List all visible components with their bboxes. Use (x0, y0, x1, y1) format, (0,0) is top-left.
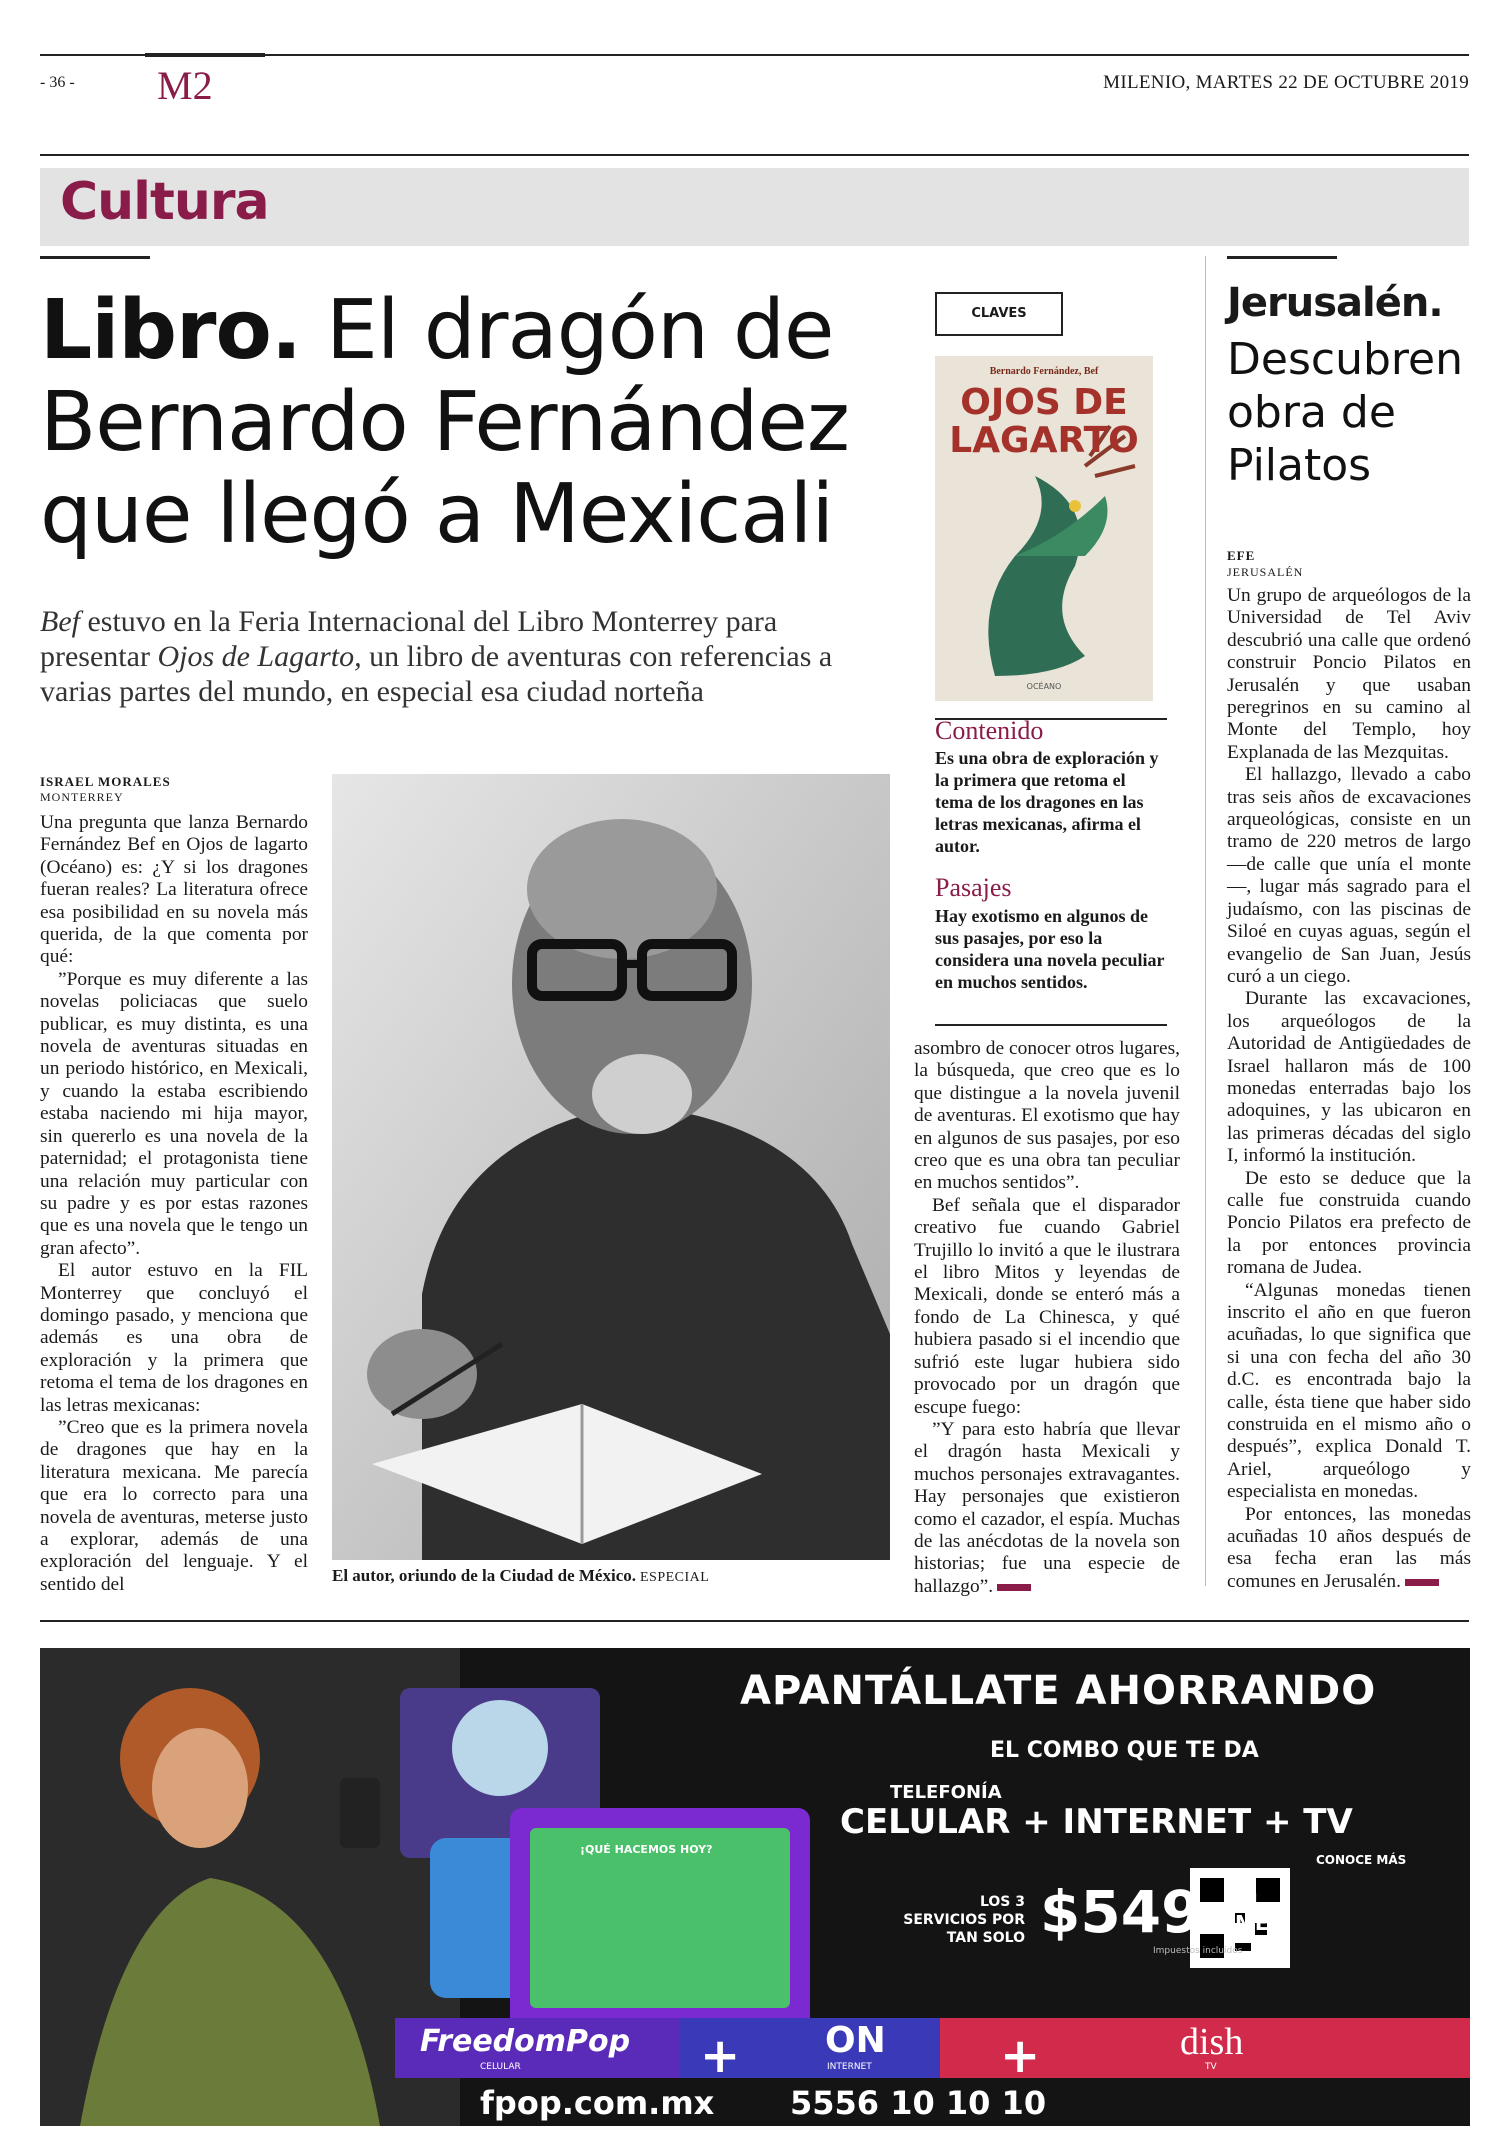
page-number: - 36 - (40, 74, 75, 91)
ad-line-3a: TELEFONÍA (890, 1782, 1002, 1803)
paragraph: ”Creo que es la primera novela de dragones que hay en la literatura mexicana. Me parecía que era lo correcto para una novela de aventuras, meterse justo a explorar, además de una exploración del lenguaje. Y el sentido del (40, 1416, 308, 1595)
jerusalem-agency: EFE (1227, 548, 1256, 563)
ad-tax-note: Impuestos incluidos (1153, 1946, 1243, 1956)
photo-caption (332, 1566, 709, 1586)
ad-brand-freedompop-sub: CELULAR (480, 2062, 521, 2072)
ad-brand-freedompop: FreedomPop (420, 2024, 631, 2059)
column-divider (1205, 256, 1206, 1586)
paragraph: Un grupo de arqueólogos de la Universidad de Tel Aviv descubrió una calle que ordenó construir Poncio Pilatos en Jerusalén y que usaban peregrinos en su camino al Monte del Templo, hoy Explanada de las Mezquitas. (1227, 585, 1471, 763)
headline-text: El dragón de Bernardo Fernández que llegó a Mexicali (40, 283, 849, 562)
paragraph: ”Porque es muy diferente a las novelas policiacas que suelo publicar, es muy distinta, es una novela de aventuras situadas en un periodo histórico, en Mexicali, y cuando la estaba escribiendo estaba naciendo mi hija mayor, sin quererlo es una novela de la paternidad; el protagonista tiene una relación muy particular con su padre y es por estas razones que es una novela que le tengo un gran afecto”. (40, 968, 308, 1259)
cover-title (935, 384, 1153, 460)
section-tab-rule (145, 53, 265, 57)
paragraph: Durante las excavaciones, los arqueólogos de la Autoridad de Antigüedades de Israel hallaron más de 100 monedas enterradas bajo los adoquines, y las ubicaron en las primeras décadas del siglo I, informó la institución. (1227, 988, 1471, 1167)
ad-brand-dish: dish (1180, 2021, 1244, 2063)
ad-background (40, 1648, 1470, 2126)
ad-price: $549 (1040, 1878, 1202, 1946)
paragraph: asombro de conocer otros lugares, la búsqueda, que creo que es lo que distingue a la novela juvenil de aventuras. El exotismo que hay en algunos de sus pasajes, por eso creo que es una obra tan peculiar en muchos sentidos”. (914, 1038, 1181, 1194)
plus-icon: + (700, 2028, 741, 2084)
article-column-1 (40, 812, 308, 1596)
ad-brand-dish-sub: TV (1205, 2062, 1217, 2072)
claves-text-2: Hay exotismo en algunos de sus pasajes, por eso la considera una novela peculiar en muchos sentidos. (935, 906, 1165, 992)
cover-publisher: OCÉANO (1026, 682, 1062, 691)
book-cover (935, 356, 1153, 701)
cover-title-line-2: LAGARTO (949, 420, 1139, 461)
advertisement[interactable] (40, 1648, 1470, 2126)
ad-price-label: LOS 3 SERVICIOS POR TAN SOLO (903, 1894, 1025, 1946)
end-mark (1405, 1579, 1439, 1586)
ad-screen-text: ¡QUÉ HACEMOS HOY? (580, 1843, 713, 1856)
ad-scan-label: CONOCE MÁS (1316, 1853, 1407, 1867)
paragraph: De esto se deduce que la calle fue construida cuando Poncio Pilatos era prefecto de la por entonces provincia romana de Judea. (1227, 1167, 1471, 1279)
paragraph: Bef señala que el disparador creativo fue cuando Gabriel Trujillo lo invitó a que le ilustrara el libro Mitos y leyendas de Mexicali, donde se enteró más a fondo de La Chinesca, y qué hubiera pasado si el incendio que sufrió este lugar hubiera sido provocado por un dragón que escupe fuego: (914, 1194, 1180, 1418)
caption-credit: ESPECIAL (636, 1570, 710, 1585)
ad-line-2: EL COMBO QUE TE DA (990, 1738, 1259, 1763)
ad-per-month: AL MES (1235, 1889, 1283, 1935)
end-mark (997, 1584, 1031, 1591)
claves-heading-2: Pasajes (935, 873, 1012, 902)
deck-part-c: Ojos de Lagarto, (157, 640, 362, 673)
claves-bottom-rule (935, 1024, 1167, 1026)
deck (40, 604, 892, 709)
headline-rule (40, 256, 150, 259)
jerusalem-rule (1227, 256, 1337, 259)
paragraph: El hallazgo, llevado a cabo tras seis años de excavaciones arqueológicas, consiste en un tramo de 220 metros de largo —de calle que unía el monte—, lugar más sagrado para el judaísmo, con las piscinas de Siloé en cuyas aguas, según el evangelio de San Juan, Jesús curó a un ciego. (1227, 764, 1471, 987)
ad-brand-on-sub: INTERNET (827, 2062, 872, 2072)
deck-part-a: Bef (40, 605, 80, 638)
section-label: M2 (157, 63, 213, 108)
header-bottom-rule (40, 154, 1469, 156)
byline-place: MONTERREY (40, 790, 124, 804)
deck-part-d: un libro de aventuras con referencias a varias partes del mundo, en especial esa ciudad norteña (40, 640, 833, 708)
ad-brand-on: ON (825, 2020, 886, 2061)
paragraph: Una pregunta que lanza Bernardo Fernández Bef en Ojos de lagarto (Océano) es: ¿Y si los dragones fueran reales? La literatura ofrece esa posibilidad en su novela más querida, de la que comenta por qué: (40, 812, 308, 968)
dateline: MILENIO, MARTES 22 DE OCTUBRE 2019 (1103, 72, 1469, 93)
article-column-3 (914, 1038, 1180, 1598)
cover-author: Bernardo Fernández, Bef (989, 366, 1099, 377)
claves-text-1: Es una obra de exploración y la primera que retoma el tema de los dragones en las letras mexicanas, afirma el autor. (935, 748, 1159, 856)
section-band-title: Cultura (60, 172, 269, 232)
paragraph (1227, 1504, 1471, 1594)
cover-title-line-1: OJOS DE (960, 382, 1128, 423)
paragraph: El autor estuvo en la FIL Monterrey que concluyó el domingo pasado, y menciona que además es una obra de exploración y la primera que retoma el tema de los dragones en las letras mexicanas: (40, 1260, 308, 1416)
paragraph: “Algunas monedas tienen inscrito el año en que fueron acuñadas, lo que significa que si una con fecha del año 30 d.C. es encontrada bajo la calle, ésta tiene que haber sido construida en el mismo año o después”, explica Donald T. Ariel, arqueólogo y especialista en monedas. (1227, 1279, 1471, 1503)
headline (40, 285, 920, 561)
jerusalem-title: Jerusalén. (1227, 280, 1443, 326)
author-photo (332, 774, 890, 1560)
deck-part-b: estuvo en la Feria Internacional del Libro Monterrey para presentar (40, 605, 778, 673)
ad-line-3b: CELULAR + INTERNET + TV (840, 1802, 1353, 1842)
jerusalem-subtitle: Descubren obra de Pilatos (1227, 334, 1463, 491)
jerusalem-column (1227, 585, 1471, 1593)
plus-icon: + (1000, 2028, 1041, 2084)
claves-heading-1: Contenido (935, 716, 1044, 745)
paragraph (914, 1419, 1180, 1598)
ad-phone[interactable]: 5556 10 10 10 (790, 2084, 1047, 2122)
jerusalem-place: JERUSALÉN (1227, 565, 1304, 579)
ad-top-rule (40, 1620, 1469, 1622)
paragraph-text: Por entonces, las monedas acuñadas 10 años después de esa fecha eran las más comunes en Jerusalén. (1227, 1503, 1471, 1592)
byline: ISRAEL MORALES (40, 774, 171, 789)
ad-headline: APANTÁLLATE AHORRANDO (740, 1668, 1377, 1714)
caption-text: El autor, oriundo de la Ciudad de México. (332, 1566, 636, 1585)
ad-url[interactable]: fpop.com.mx (480, 2084, 715, 2122)
claves-label: CLAVES (935, 292, 1063, 336)
paragraph-text: ”Y para esto habría que llevar el dragón hasta Mexicali y muchos personajes extravagantes. Hay personajes que existieron como el cazador, el espía. Muchas de las anécdotas de la novela son historias; fue una especie de hallazgo”. (914, 1418, 1180, 1597)
headline-keyword: Libro. (40, 283, 301, 378)
author-photo-illustration (332, 774, 890, 1560)
